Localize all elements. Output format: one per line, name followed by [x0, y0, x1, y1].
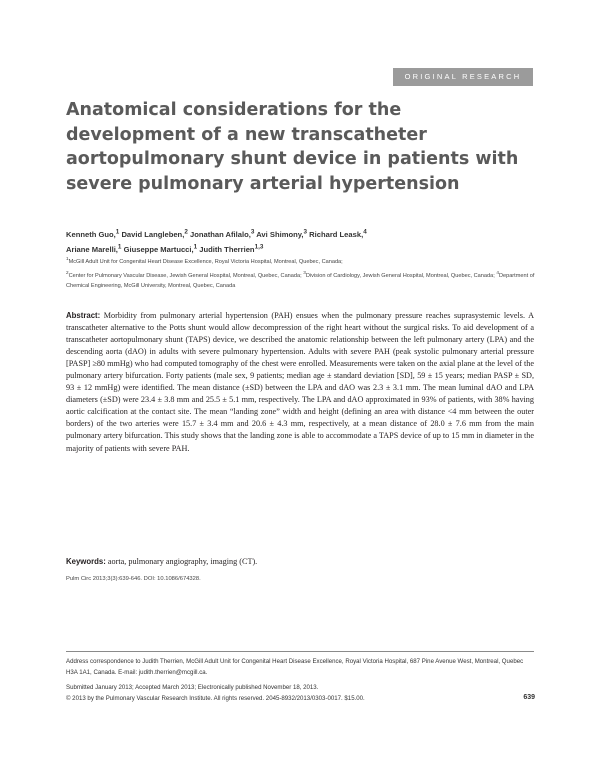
- author: [199, 245, 263, 254]
- affiliation-mark: 2: [66, 269, 69, 275]
- affiliation-text: McGill Adult Unit for Congenital Heart Disease Excellence, Royal Victoria Hospital, Montreal, Quebec, Canada;: [68, 258, 343, 265]
- article-title: Anatomical considerations for the development of a new transcatheter aortopulmonary shunt device in patients with severe pulmonary arterial hypertension: [66, 100, 519, 194]
- keywords: [66, 556, 536, 568]
- author-name: Ariane Marelli,: [66, 245, 118, 255]
- copyright: © 2013 by the Pulmonary Vascular Research Institute. All rights reserved. 2045-8932/2013/0303-0017. $15.00.: [66, 694, 365, 702]
- author-affiliation-mark: 2: [184, 228, 188, 235]
- footer: [66, 683, 536, 704]
- abstract: [66, 310, 534, 455]
- author-affiliation-mark: 1: [193, 243, 198, 251]
- correspondence: Address correspondence to Judith Therrien, McGill Adult Unit for Congenital Heart Disease Excellence, Royal Victoria Hospital, 687 Pine Avenue West, Montreal, Quebec H3A 1A1, Canada. E-mail: judith.therrien@mcgill.ca.: [66, 658, 524, 676]
- affiliation-mark: 4: [496, 269, 499, 275]
- author-affiliation-mark: 1,3: [254, 243, 264, 251]
- author-affiliation-mark: 1: [115, 228, 120, 235]
- affiliation-text: Center for Pulmonary Vascular Disease, Jewish General Hospital, Montreal, Quebec, Canada;: [68, 272, 302, 279]
- affiliation-text: Department of Chemical Engineering, McGill University, Montreal, Quebec, Canada: [66, 272, 535, 290]
- author: [124, 245, 198, 254]
- author-name: Richard Leask,: [309, 229, 364, 239]
- author-affiliation-mark: 1: [117, 243, 122, 251]
- author-list: [66, 225, 536, 256]
- abstract-text: Morbidity from pulmonary arterial hypertension (PAH) ensues when the pulmonary pressure reaches suprasystemic levels. A transcatheter alternative to the Potts shunt would allow decompression of the right heart without the surgical risks. To aid development of a transcatheter aortopulmonary shunt (TAPS) device, we described the anatomic relationship between the left pulmonary artery (LPA) and the descending aorta (dAO) in adults with severe pulmonary hypertension. Adults with severe PAH (peak systolic pulmonary arterial pressure [PASP] ≥80 mmHg) who had computed tomography of the chest were enrolled. Measurements were taken on the axial plane at the level of the pulmonary artery bifurcation. Forty patients (male sex, 9 patients; median age ± standard deviation [SD], 59 ± 15 years; median PASP ± SD, 93 ± 12 mmHg) were identified. The mean distance (±SD) between the LPA and dAO was 2.3 ± 3.1 mm. The mean luminal dAO and LPA diameters (±SD) were 23.4 ± 3.8 mm and 25.5 ± 5.1 mm, respectively. The LPA and dAO approximated in 93% of patients, with 38% having aortic calcification at the contact site. The mean “landing zone” width and height (defining an area with distance <4 mm between the outer borders) of the two arteries were 15.7 ± 3.4 mm and 20.6 ± 4.3 mm, respectively, at a mean distance of 28.0 ± 7.6 mm from the main pulmonary artery bifurcation. This study shows that the landing zone is able to accommodate a TAPS device of up to 15 mm in diameter in the majority of patients with severe PAH.: [66, 311, 535, 453]
- author-name: Jonathan Afilalo,: [189, 229, 251, 239]
- affiliation-text: Division of Cardiology, Jewish General Hospital, Montreal, Quebec, Canada;: [305, 272, 495, 279]
- author: [66, 230, 119, 239]
- keywords-text: aorta, pulmonary angiography, imaging (CT).: [107, 557, 258, 566]
- section-banner: ORIGINAL RESEARCH: [393, 68, 533, 86]
- divider: [66, 651, 534, 652]
- author-name: Giuseppe Martucci,: [123, 245, 194, 255]
- author-name: Avi Shimony,: [256, 229, 304, 239]
- page-number: 639: [523, 694, 535, 701]
- author-affiliation-mark: 4: [363, 228, 367, 235]
- author: [190, 230, 254, 239]
- citation: Pulm Circ 2013;3(3):639-646. DOI: 10.1086/674328.: [66, 576, 201, 582]
- author-name: Judith Therrien: [199, 245, 255, 255]
- author: [66, 245, 121, 254]
- author-affiliation-mark: 3: [250, 228, 255, 235]
- affiliation-mark: 3: [303, 269, 306, 275]
- author-affiliation-mark: 3: [303, 228, 308, 235]
- author-name: Kenneth Guo,: [66, 229, 116, 239]
- affiliations: [66, 254, 536, 292]
- abstract-label: Abstract:: [66, 311, 101, 320]
- author: [256, 230, 307, 239]
- publication-dates: Submitted January 2013; Accepted March 2013; Electronically published November 18, 2013.: [66, 684, 319, 691]
- author: [121, 230, 187, 239]
- author: [309, 230, 367, 239]
- author-name: David Langleben,: [121, 229, 185, 239]
- keywords-label: Keywords:: [66, 557, 106, 566]
- affiliation-mark: 1: [66, 256, 69, 261]
